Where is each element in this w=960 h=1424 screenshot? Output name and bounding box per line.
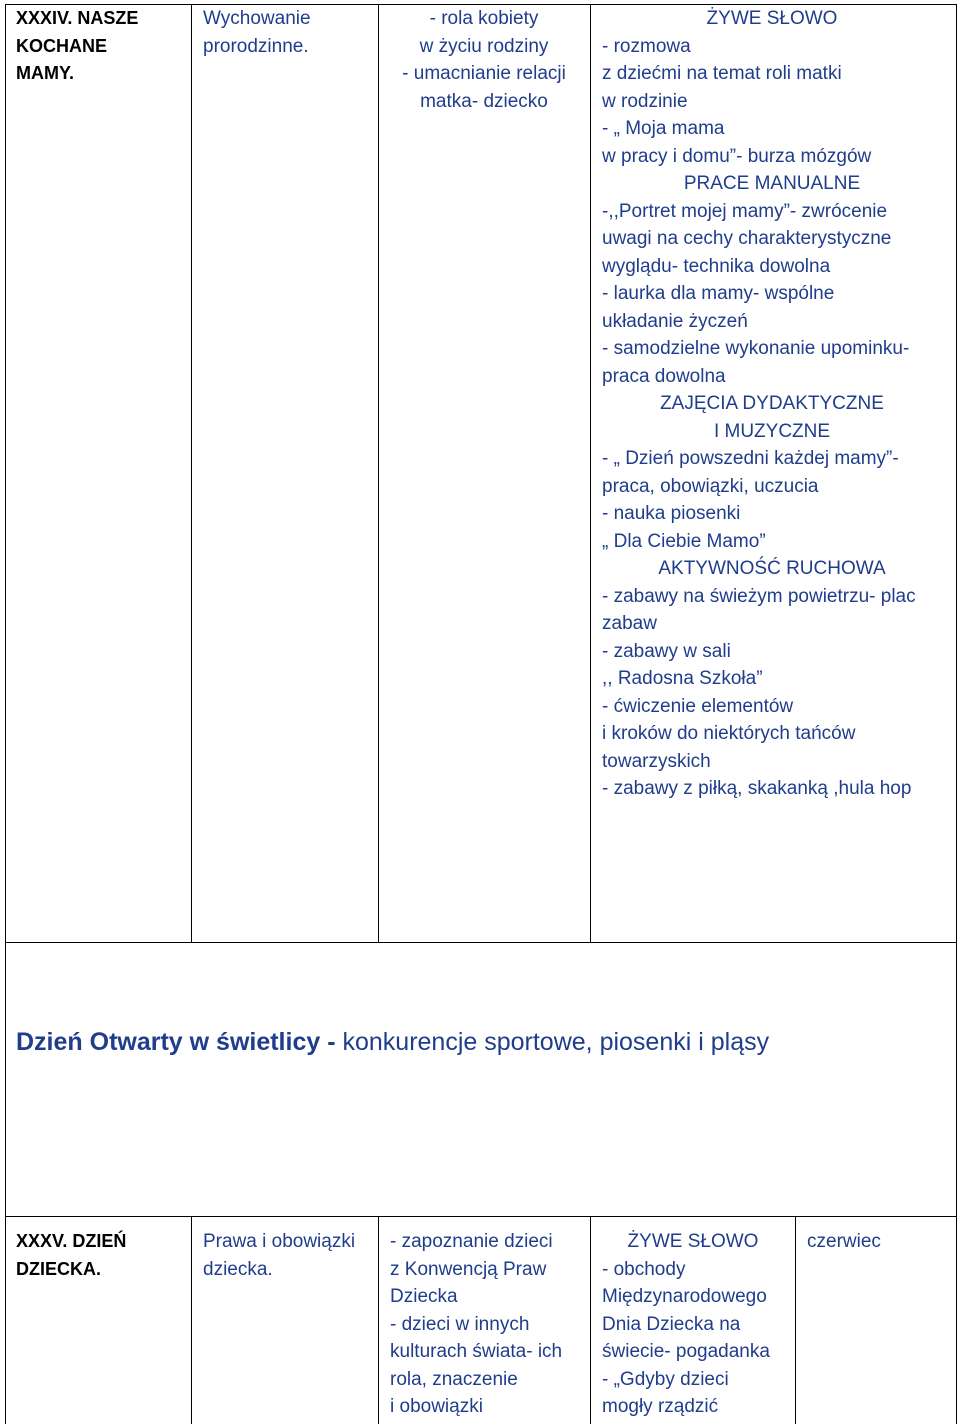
row1-goals <box>378 5 590 115</box>
row2-date <box>807 1228 881 1256</box>
row2-activities <box>602 1228 784 1421</box>
activity-line: - zabawy z piłką, skakanką ,hula hop <box>602 778 912 799</box>
area-line: Prawa i obowiązki <box>203 1231 356 1252</box>
col-divider-3 <box>590 4 591 942</box>
activity-line: świecie- pogadanka <box>602 1341 770 1362</box>
activity-line: - zabawy w sali <box>602 640 731 662</box>
open-day-banner-text: konkurencje sportowe, piosenki i pląsy <box>342 1028 770 1056</box>
activity-line: - „ Moja mama <box>602 118 725 139</box>
goal-line: Dziecka <box>390 1286 458 1307</box>
activity-line: - zabawy na świeżym powietrzu- plac <box>602 585 916 607</box>
activity-line-heading: ŻYWE SŁOWO <box>706 8 838 29</box>
row2-area <box>203 1228 355 1283</box>
activity-line: - obchody <box>602 1258 686 1280</box>
row2-col-divider-1 <box>191 1216 192 1424</box>
section-title-line: MAMY. <box>16 63 74 83</box>
goal-line: z Konwencją Praw <box>390 1258 547 1280</box>
section-title-line: XXXIV. NASZE <box>16 8 139 28</box>
goal-line: - dzieci w innych <box>390 1313 530 1335</box>
activity-line: - rozmowa <box>602 35 691 57</box>
activity-line: Dnia Dziecka na <box>602 1313 741 1335</box>
goal-line: - rola kobiety <box>429 8 539 29</box>
area-line: dziecka. <box>203 1258 273 1280</box>
activity-line: - „ Dzień powszedni każdej mamy”- <box>602 448 899 469</box>
row2-goals <box>390 1228 562 1421</box>
activity-line: układanie życzeń <box>602 310 748 332</box>
activity-line: Międzynarodowego <box>602 1286 767 1307</box>
col-divider-2 <box>378 4 379 942</box>
activity-line: w rodzinie <box>602 90 688 112</box>
date-line: czerwiec <box>807 1231 881 1252</box>
activity-line-heading: PRACE MANUALNE <box>683 173 861 194</box>
activity-line-heading: ZAJĘCIA DYDAKTYCZNE <box>660 393 884 414</box>
activity-line: wyglądu- technika dowolna <box>602 255 831 277</box>
activity-line-heading: I MUZYCZNE <box>713 420 831 442</box>
goal-line: rola, znaczenie <box>390 1368 518 1390</box>
activity-line: - samodzielne wykonanie upominku- <box>602 338 910 359</box>
open-day-banner-bold: Dzień Otwarty w świetlicy - <box>16 1028 343 1056</box>
goal-line: kulturach świata- ich <box>390 1341 563 1362</box>
activity-line: towarzyskich <box>602 750 711 772</box>
col-divider-1 <box>191 4 192 942</box>
row2-col-divider-4 <box>795 1216 796 1424</box>
section-title-line: DZIECKA. <box>16 1258 101 1279</box>
area-line: prorodzinne. <box>203 35 309 57</box>
activity-line: „ Dla Ciebie Mamo” <box>602 530 766 552</box>
table-right-border <box>956 4 957 1424</box>
activity-line: - nauka piosenki <box>602 503 741 524</box>
row2-col-divider-3 <box>590 1216 591 1424</box>
activity-line: - ćwiczenie elementów <box>602 695 794 717</box>
row2-col-divider-2 <box>378 1216 379 1424</box>
activity-line: w pracy i domu”- burza mózgów <box>602 145 872 167</box>
row2-section-title <box>16 1228 126 1283</box>
activity-line-heading: ŻYWE SŁOWO <box>627 1231 759 1252</box>
table-left-border <box>5 4 6 1424</box>
activity-line: -,,Portret mojej mamy”- zwrócenie <box>602 200 888 222</box>
activity-line-heading: AKTYWNOŚĆ RUCHOWA <box>658 558 886 579</box>
activity-line: zabaw <box>602 613 657 634</box>
activity-line: uwagi na cechy charakterystyczne <box>602 228 892 249</box>
row1-area <box>203 5 311 60</box>
section-title-line: XXXV. DZIEŃ <box>16 1231 127 1251</box>
open-day-banner <box>16 1028 769 1057</box>
activity-line: z dziećmi na temat roli matki <box>602 63 842 84</box>
area-line: Wychowanie <box>203 8 311 29</box>
activity-line: praca, obowiązki, uczucia <box>602 475 819 497</box>
activity-line: ,, Radosna Szkoła” <box>602 668 763 689</box>
activity-line: - laurka dla mamy- wspólne <box>602 283 835 304</box>
banner-bottom-border <box>5 1216 957 1217</box>
goal-line: - umacnianie relacji <box>402 63 566 84</box>
section-title-line: KOCHANE <box>16 35 108 56</box>
activity-line: - „Gdyby dzieci <box>602 1368 729 1390</box>
activity-line: praca dowolna <box>602 365 726 387</box>
row1-section-title <box>16 5 138 88</box>
activity-line: mogły rządzić <box>602 1396 719 1417</box>
goal-line: matka- dziecko <box>420 90 548 112</box>
row1-activities <box>602 5 942 803</box>
goal-line: i obowiązki <box>390 1396 483 1417</box>
goal-line: w życiu rodziny <box>419 35 549 57</box>
activity-line: i kroków do niektórych tańców <box>602 723 856 744</box>
row1-bottom-border <box>5 942 957 943</box>
goal-line: - zapoznanie dzieci <box>390 1231 553 1252</box>
